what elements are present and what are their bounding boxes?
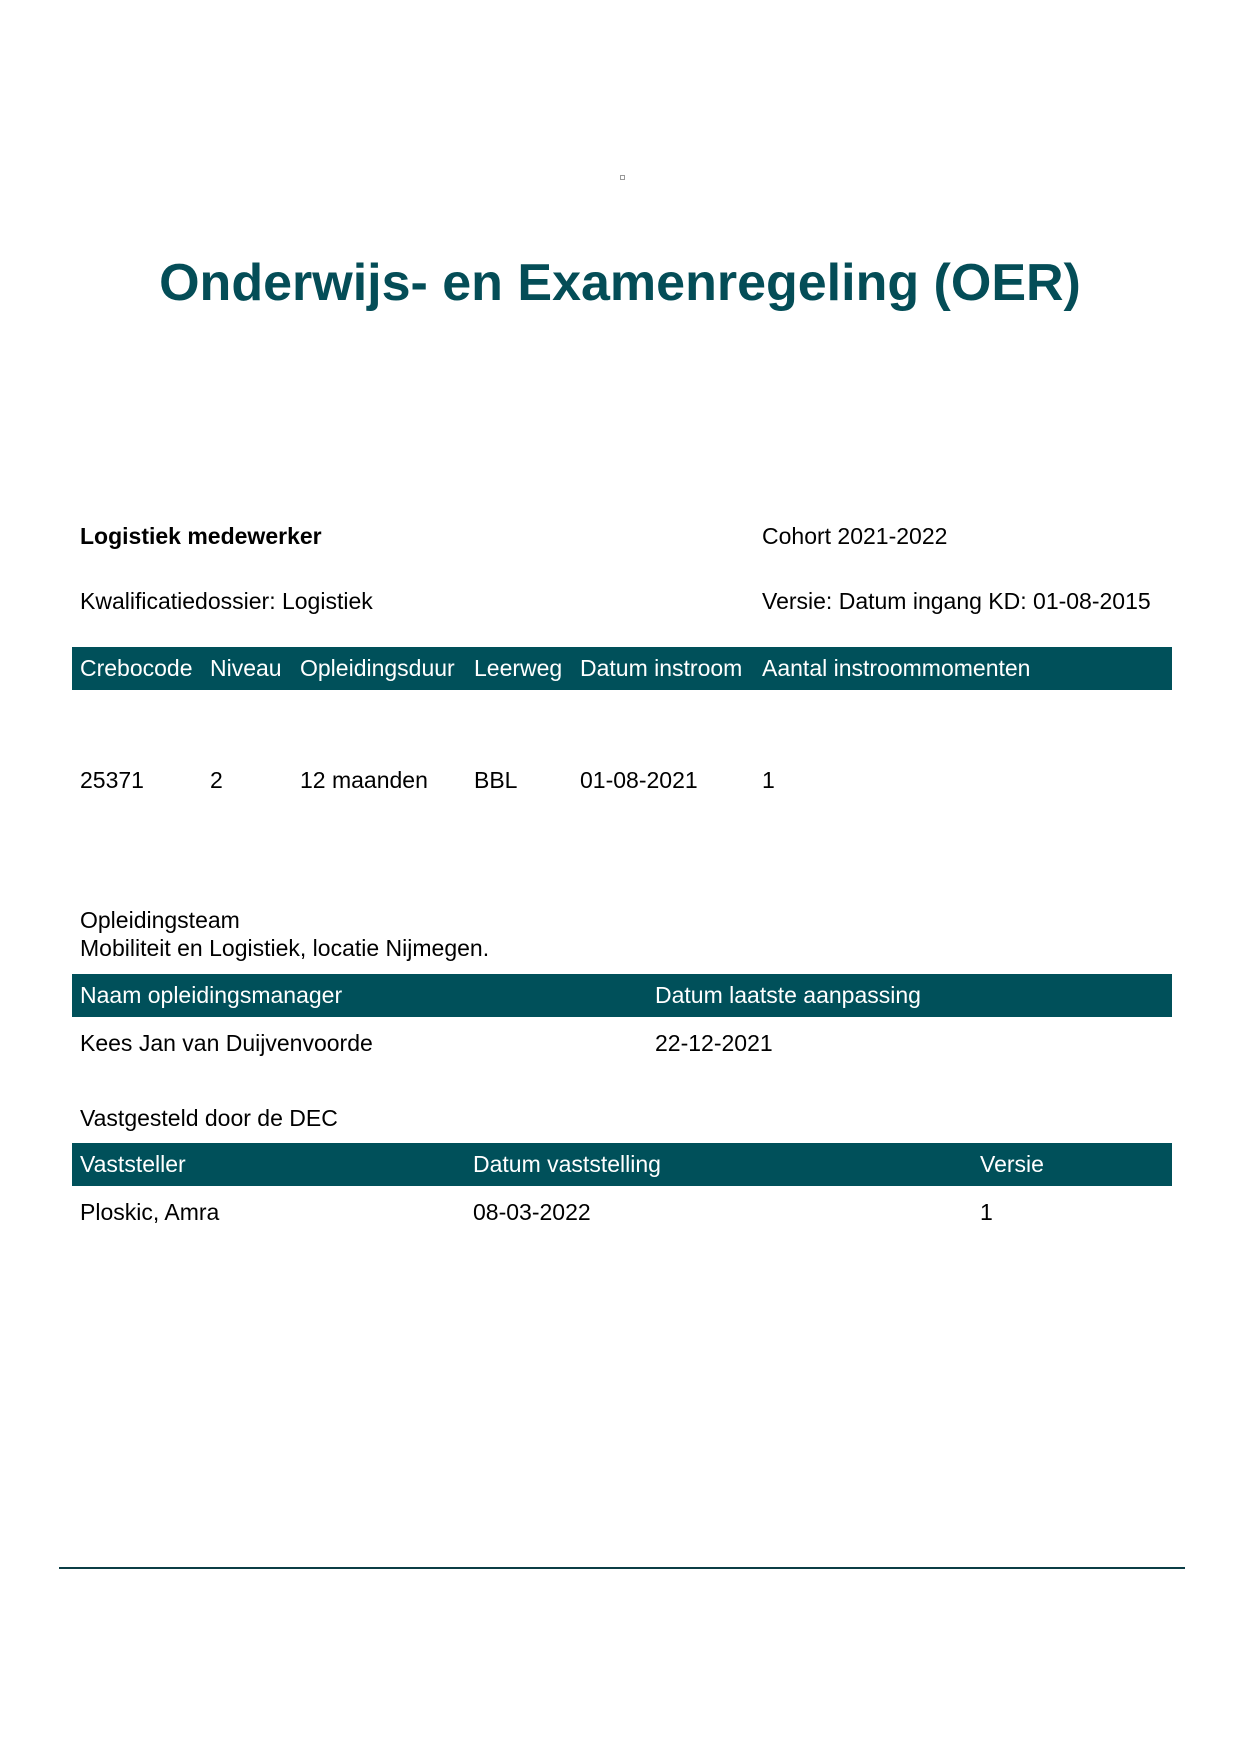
cell-vaststeller: Ploskic, Amra (80, 1199, 220, 1225)
header-aantal-instroommomenten: Aantal instroommomenten (762, 655, 1031, 681)
cell-datum-vaststelling: 08-03-2022 (473, 1199, 591, 1225)
version-label: Versie: Datum ingang KD: 01-08-2015 (762, 588, 1151, 614)
dec-label: Vastgesteld door de DEC (80, 1105, 338, 1131)
cohort-label: Cohort 2021-2022 (762, 523, 948, 549)
cell-opleidingsduur: 12 maanden (300, 767, 428, 793)
header-vaststeller: Vaststeller (80, 1151, 186, 1177)
header-versie: Versie (980, 1151, 1044, 1177)
header-niveau: Niveau (210, 655, 282, 681)
programme-name: Logistiek medewerker (80, 523, 322, 549)
header-datum-vaststelling: Datum vaststelling (473, 1151, 661, 1177)
approval-table-row (72, 1198, 1172, 1228)
details-table-row (72, 766, 1172, 796)
manager-table-header (72, 974, 1172, 1017)
header-opleidingsduur: Opleidingsduur (300, 655, 455, 681)
header-datum-instroom: Datum instroom (580, 655, 743, 681)
approval-table-header (72, 1143, 1172, 1186)
cell-crebocode: 25371 (80, 767, 144, 793)
dossier-label: Kwalificatiedossier: Logistiek (80, 588, 373, 614)
team-label: Opleidingsteam (80, 907, 240, 933)
cell-aantal-instroommomenten: 1 (762, 767, 775, 793)
header-datum-laatste-aanpassing: Datum laatste aanpassing (655, 982, 921, 1008)
header-naam-opleidingsmanager: Naam opleidingsmanager (80, 982, 343, 1008)
page-marker-icon (620, 175, 625, 180)
cell-niveau: 2 (210, 767, 223, 793)
cell-last-modified: 22-12-2021 (655, 1030, 773, 1056)
footer-divider (59, 1567, 1185, 1569)
header-crebocode: Crebocode (80, 655, 193, 681)
document-title: Onderwijs- en Examenregeling (OER) (159, 254, 1081, 312)
details-table-header (72, 647, 1172, 690)
cell-versie: 1 (980, 1199, 993, 1225)
header-leerweg: Leerweg (474, 655, 563, 681)
manager-table-row (72, 1029, 1172, 1059)
cell-leerweg: BBL (474, 767, 518, 793)
team-name: Mobiliteit en Logistiek, locatie Nijmegen. (80, 935, 490, 961)
cell-manager-name: Kees Jan van Duijvenvoorde (80, 1030, 373, 1056)
cell-datum-instroom: 01-08-2021 (580, 767, 698, 793)
